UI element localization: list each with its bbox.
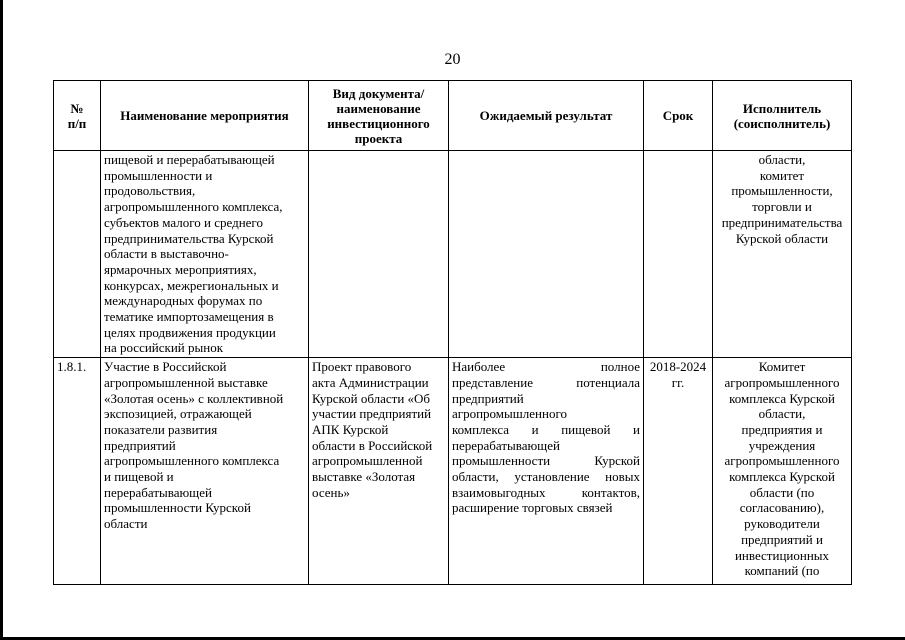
scan-edge xyxy=(0,0,3,640)
cell-num xyxy=(54,151,101,358)
table-row xyxy=(54,151,852,358)
cell-doc xyxy=(309,151,449,358)
header-executor: Исполнитель (соисполнитель) xyxy=(713,81,852,151)
header-term: Срок xyxy=(644,81,713,151)
cell-name: Участие в Российской агропромышленной выставке «Золотая осень» с коллективной экспозицией, отражающей показатели развития предприятий агропромышленного комплекса и пищевой и перерабатывающей промышленности Курской области xyxy=(101,358,309,585)
cell-doc: Проект правового акта Администрации Курской области «Об участии предприятий АПК Курской области в Российской агропромышленной выставке «Золотая осень» xyxy=(309,358,449,585)
page-number: 20 xyxy=(444,51,461,68)
table-row xyxy=(54,358,852,585)
header-doc: Вид документа/ наименование инвестиционного проекта xyxy=(309,81,449,151)
cell-executor: области, комитет промышленности, торговли и предпринимательства Курской области xyxy=(713,151,852,358)
measures-table xyxy=(53,80,852,585)
header-num: № п/п xyxy=(54,81,101,151)
cell-result: Наиболее полное представление потенциала предприятий агропромышленного комплекса и пищевой и перерабатывающей промышленности Курской области, установление новых взаимовыгодных контактов, расширение торговых связей xyxy=(449,358,644,585)
cell-result xyxy=(449,151,644,358)
cell-name: пищевой и перерабатывающей промышленности и продовольствия, агропромышленного комплекса, субъектов малого и среднего предпринимательства Курской области в выставочно- ярмарочных мероприятиях, конкурсах, межрегиональных и международных форумах по тематике импортозамещения в целях продвижения продукции на российский рынок xyxy=(101,151,309,358)
cell-num: 1.8.1. xyxy=(54,358,101,585)
header-result: Ожидаемый результат xyxy=(449,81,644,151)
cell-term xyxy=(644,151,713,358)
header-name: Наименование мероприятия xyxy=(101,81,309,151)
cell-term: 2018-2024 гг. xyxy=(644,358,713,585)
cell-executor: Комитет агропромышленного комплекса Курской области, предприятия и учреждения агропромышленного комплекса Курской области (по согласованию), руководители предприятий и инвестиционных компаний (по xyxy=(713,358,852,585)
table-header-row xyxy=(54,81,852,151)
